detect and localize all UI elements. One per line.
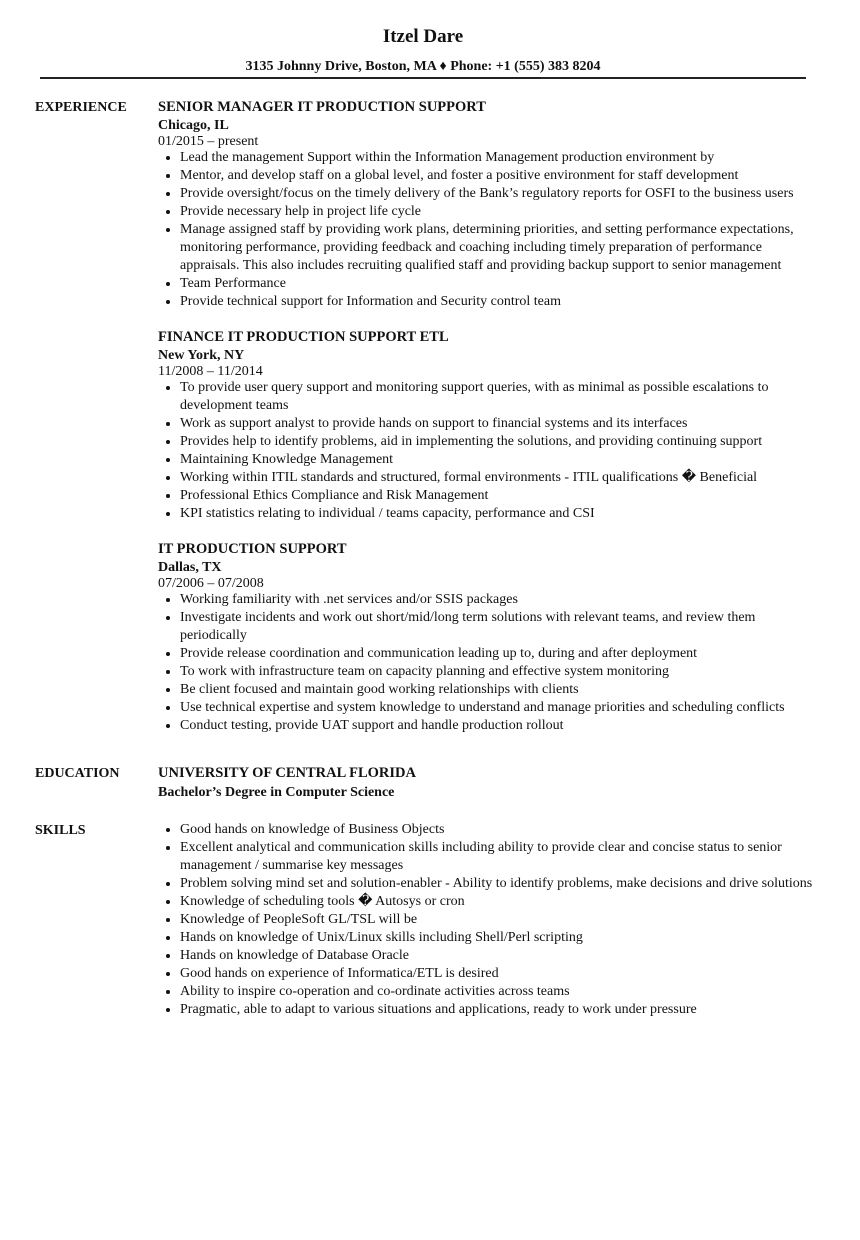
skills-body (158, 821, 815, 1019)
job-bullet: • Manage assigned staff by providing work plans, determining priorities, and setting performance expectations, monitoring performance, providing feedback and coaching including timely preparation of performance appraisals. This also includes recruiting qualified staff and providing backup support to senior management (180, 221, 815, 275)
resume-content (35, 98, 815, 1019)
job-location: Chicago, IL (158, 118, 229, 133)
experience-heading: EXPERIENCE (35, 100, 127, 115)
job-bullet: • Lead the management Support within the Information Management production environment by (180, 149, 815, 167)
job-entry (158, 98, 815, 311)
job-bullet: • Working familiarity with .net services and/or SSIS packages (180, 591, 815, 609)
education-section (35, 764, 815, 802)
job-bullet: • Conduct testing, provide UAT support and handle production rollout (180, 717, 815, 735)
degree: Bachelor’s Degree in Computer Science (158, 785, 395, 800)
job-entry (158, 328, 815, 523)
education-heading: EDUCATION (35, 766, 120, 781)
skill-item: • Excellent analytical and communication skills including ability to provide clear and concise status to senior management / summarise key messages (180, 839, 815, 875)
skill-item: • Hands on knowledge of Unix/Linux skills including Shell/Perl scripting (180, 929, 815, 947)
job-bullet: • Use technical expertise and system knowledge to understand and manage priorities and scheduling conflicts (180, 699, 815, 717)
job-dates: 07/2006 – 07/2008 (158, 576, 264, 591)
experience-section (35, 98, 815, 735)
job-bullet: • Work as support analyst to provide hands on support to financial systems and its interfaces (180, 415, 815, 433)
job-bullets (158, 591, 815, 735)
job-bullets (158, 149, 815, 311)
job-bullet: • Team Performance (180, 275, 815, 293)
school-name: UNIVERSITY OF CENTRAL FLORIDA (158, 765, 416, 781)
skill-item: • Good hands on experience of Informatica/ETL is desired (180, 965, 815, 983)
job-bullet: • To provide user query support and monitoring support queries, with as minimal as possible escalations to development teams (180, 379, 815, 415)
skill-item: • Problem solving mind set and solution-enabler - Ability to identify problems, make decisions and drive solutions (180, 875, 815, 893)
job-location: New York, NY (158, 348, 245, 363)
skill-item: • Knowledge of scheduling tools � Autosys or cron (180, 893, 815, 911)
job-bullet: • Maintaining Knowledge Management (180, 451, 815, 469)
job-bullet: • Professional Ethics Compliance and Risk Management (180, 487, 815, 505)
job-bullet: • Investigate incidents and work out short/mid/long term solutions with relevant teams, and review them periodically (180, 609, 815, 645)
job-bullet: • KPI statistics relating to individual / teams capacity, performance and CSI (180, 505, 815, 523)
job-bullet: • Provide technical support for Information and Security control team (180, 293, 815, 311)
contact-line: 3135 Johnny Drive, Boston, MA ♦ Phone: +1 (555) 383 8204 (245, 59, 601, 74)
job-bullet: • To work with infrastructure team on capacity planning and effective system monitoring (180, 663, 815, 681)
section-spacer (35, 735, 815, 764)
job-bullet: • Provide release coordination and communication leading up to, during and after deployment (180, 645, 815, 663)
experience-body (158, 98, 815, 735)
job-title: SENIOR MANAGER IT PRODUCTION SUPPORT (158, 99, 486, 115)
candidate-name: Itzel Dare (382, 26, 464, 47)
skills-list (158, 821, 815, 1019)
job-bullet: • Provide necessary help in project life cycle (180, 203, 815, 221)
job-bullet: • Be client focused and maintain good working relationships with clients (180, 681, 815, 699)
job-bullets (158, 379, 815, 523)
header-divider (40, 77, 806, 79)
skill-item: • Ability to inspire co-operation and co-ordinate activities across teams (180, 983, 815, 1001)
skill-item: • Good hands on knowledge of Business Objects (180, 821, 815, 839)
job-dates: 11/2008 – 11/2014 (158, 364, 263, 379)
job-bullet: • Provides help to identify problems, aid in implementing the solutions, and providing continuing support (180, 433, 815, 451)
job-bullet: • Provide oversight/focus on the timely delivery of the Bank’s regulatory reports for OSFI to the business users (180, 185, 815, 203)
section-spacer (35, 802, 815, 821)
job-dates: 01/2015 – present (158, 134, 259, 149)
skills-heading: SKILLS (35, 823, 86, 838)
job-title: FINANCE IT PRODUCTION SUPPORT ETL (158, 329, 449, 345)
skill-item: • Knowledge of PeopleSoft GL/TSL will be (180, 911, 815, 929)
job-bullet: • Working within ITIL standards and structured, formal environments - ITIL qualifications � Beneficial (180, 469, 815, 487)
job-location: Dallas, TX (158, 560, 222, 575)
skill-item: • Pragmatic, able to adapt to various situations and applications, ready to work under pressure (180, 1001, 815, 1019)
job-title: IT PRODUCTION SUPPORT (158, 541, 347, 557)
job-bullet: • Mentor, and develop staff on a global level, and foster a positive environment for staff development (180, 167, 815, 185)
skill-item: • Hands on knowledge of Database Oracle (180, 947, 815, 965)
skills-section (35, 821, 815, 1019)
education-body (158, 764, 815, 802)
job-entry (158, 540, 815, 735)
